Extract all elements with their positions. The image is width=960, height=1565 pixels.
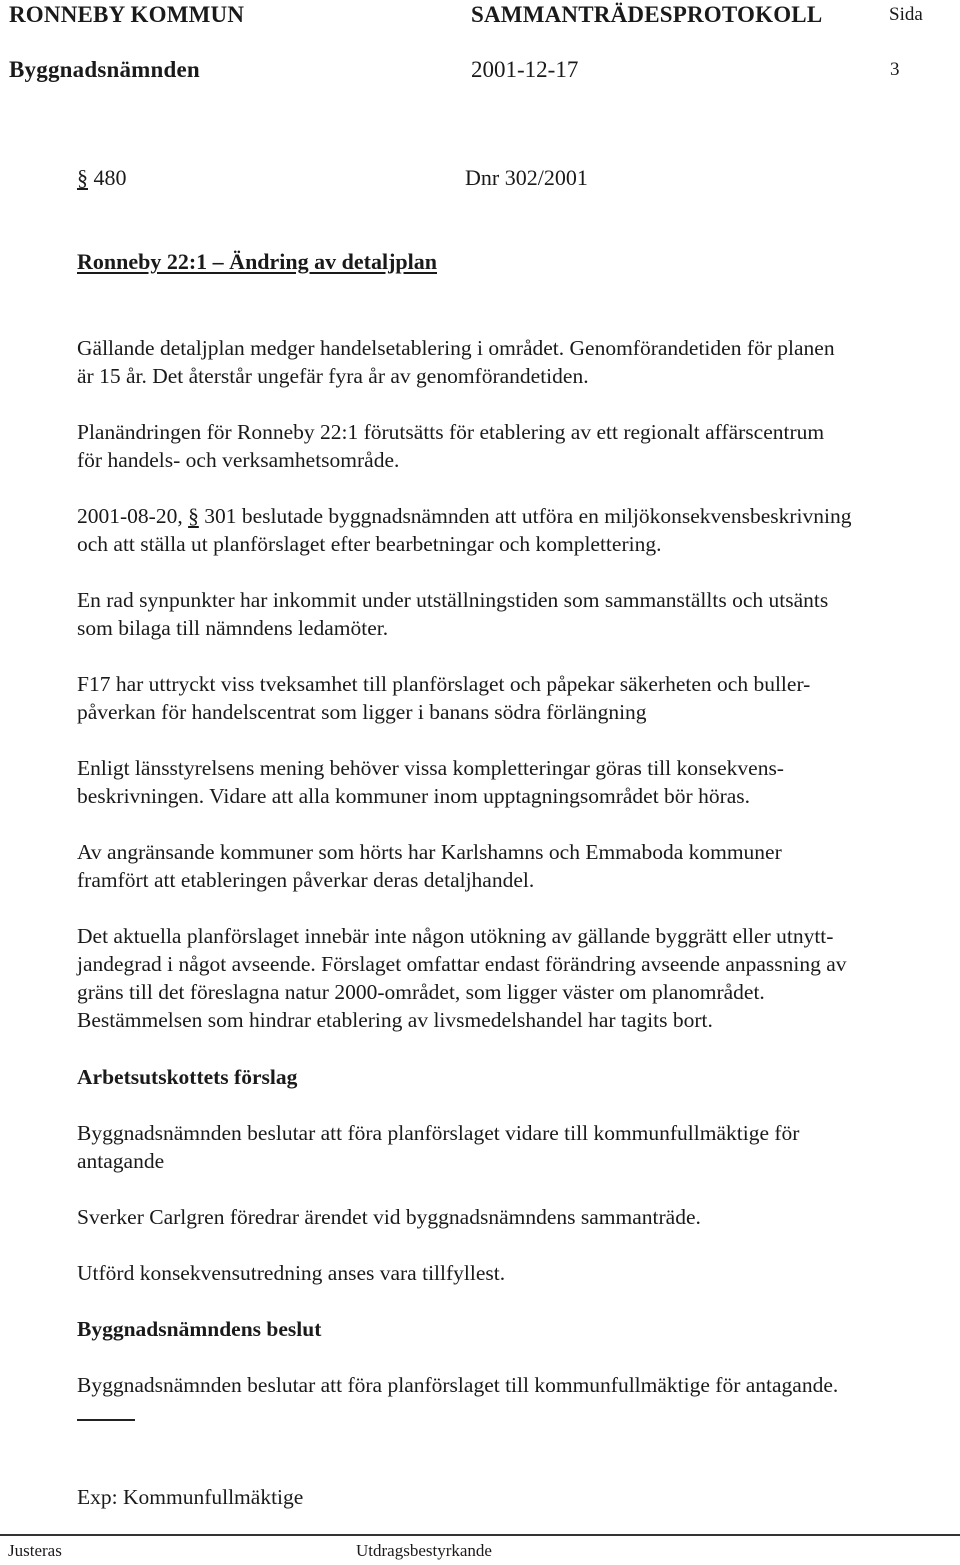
text-line: Planändringen för Ronneby 22:1 förutsätts för etablering av ett regionalt affärscentrum bbox=[77, 420, 825, 444]
text-line: Bestämmelsen som hindrar etablering av livsmedelshandel har tagits bort. bbox=[77, 1008, 713, 1032]
text-line: Gällande detaljplan medger handelsetablering i området. Genomförandetiden för planen bbox=[77, 336, 835, 360]
dnr: Dnr 302/2001 bbox=[465, 165, 588, 190]
text-line: och att ställa ut planförslaget efter bearbetningar och komplettering. bbox=[77, 532, 662, 556]
paragraph-3 bbox=[77, 502, 851, 558]
text-line bbox=[77, 502, 851, 530]
item-number bbox=[77, 165, 127, 191]
document-type: SAMMANTRÄDESPROTOKOLL bbox=[471, 2, 823, 27]
text-line: som bilaga till nämndens ledamöter. bbox=[77, 616, 389, 640]
text-line: Det aktuella planförslaget innebär inte någon utökning av gällande byggrätt eller utnytt- bbox=[77, 924, 834, 948]
text-line: antagande bbox=[77, 1149, 165, 1173]
committee-name: Byggnadsnämnden bbox=[9, 57, 200, 82]
text-line: En rad synpunkter har inkommit under utställningstiden som sammanställts och utsänts bbox=[77, 588, 829, 612]
paragraph-9 bbox=[77, 1119, 799, 1175]
expedition: Exp: Kommunfullmäktige bbox=[77, 1485, 304, 1509]
text-line: för handels- och verksamhetsområde. bbox=[77, 448, 400, 472]
page-number: 3 bbox=[890, 59, 900, 80]
org-name: RONNEBY KOMMUN bbox=[9, 2, 245, 27]
text-line: jandegrad i något avseende. Förslaget omfattar endast förändring avseende anpassning av bbox=[77, 952, 847, 976]
heading-arbetsutskottets-forslag: Arbetsutskottets förslag bbox=[77, 1065, 298, 1089]
paragraph-10: Sverker Carlgren föredrar ärendet vid byggnadsnämndens sammanträde. bbox=[77, 1205, 701, 1229]
paragraph-6 bbox=[77, 754, 784, 810]
paragraph-5 bbox=[77, 670, 810, 726]
text-line: beskrivningen. Vidare att alla kommuner inom upptagningsområdet bör höras. bbox=[77, 784, 751, 808]
text-line: påverkan för handelscentrat som ligger i banans södra förlängning bbox=[77, 700, 647, 724]
text-line: gräns till det föreslagna natur 2000-området, som ligger väster om planområdet. bbox=[77, 980, 765, 1004]
text-line: Byggnadsnämnden beslutar att föra planförslaget vidare till kommunfullmäktige för bbox=[77, 1121, 800, 1145]
paragraph-7 bbox=[77, 838, 782, 894]
paragraph-1 bbox=[77, 334, 835, 390]
paragraph-11: Utförd konsekvensutredning anses vara tillfyllest. bbox=[77, 1261, 506, 1285]
text-fragment: 301 beslutade byggnadsnämnden att utföra en miljökonsekvensbeskrivning bbox=[204, 504, 852, 528]
item-title: Ronneby 22:1 – Ändring av detaljplan bbox=[77, 249, 438, 274]
text-line: är 15 år. Det återstår ungefär fyra år av genomförandetiden. bbox=[77, 364, 589, 388]
paragraph-4 bbox=[77, 586, 828, 642]
text-line: Av angränsande kommuner som hörts har Karlshamns och Emmaboda kommuner bbox=[77, 840, 782, 864]
footer-justeras: Justeras bbox=[8, 1541, 62, 1560]
text-line: Enligt länsstyrelsens mening behöver vissa kompletteringar göras till konsekvens- bbox=[77, 756, 784, 780]
paragraph-12: Byggnadsnämnden beslutar att föra planförslaget till kommunfullmäktige för antagande. bbox=[77, 1373, 839, 1397]
section-symbol: § bbox=[77, 165, 88, 190]
item-number-value: 480 bbox=[93, 165, 127, 190]
footer-rule bbox=[0, 1534, 960, 1536]
text-line: framfört att etableringen påverkar deras detaljhandel. bbox=[77, 868, 535, 892]
text-line: F17 har uttryckt viss tveksamhet till planförslaget och påpekar säkerheten och buller- bbox=[77, 672, 811, 696]
date-reference: 2001-08-20, bbox=[77, 504, 183, 528]
paragraph-8 bbox=[77, 922, 847, 1034]
section-symbol: § bbox=[188, 504, 199, 528]
meeting-date: 2001-12-17 bbox=[471, 57, 579, 82]
heading-byggnadsnamndens-beslut: Byggnadsnämndens beslut bbox=[77, 1317, 322, 1341]
footer-utdragsbestyrkande: Utdragsbestyrkande bbox=[356, 1541, 492, 1560]
page-label: Sida bbox=[889, 4, 923, 25]
separator-line bbox=[77, 1419, 135, 1421]
paragraph-2 bbox=[77, 418, 824, 474]
